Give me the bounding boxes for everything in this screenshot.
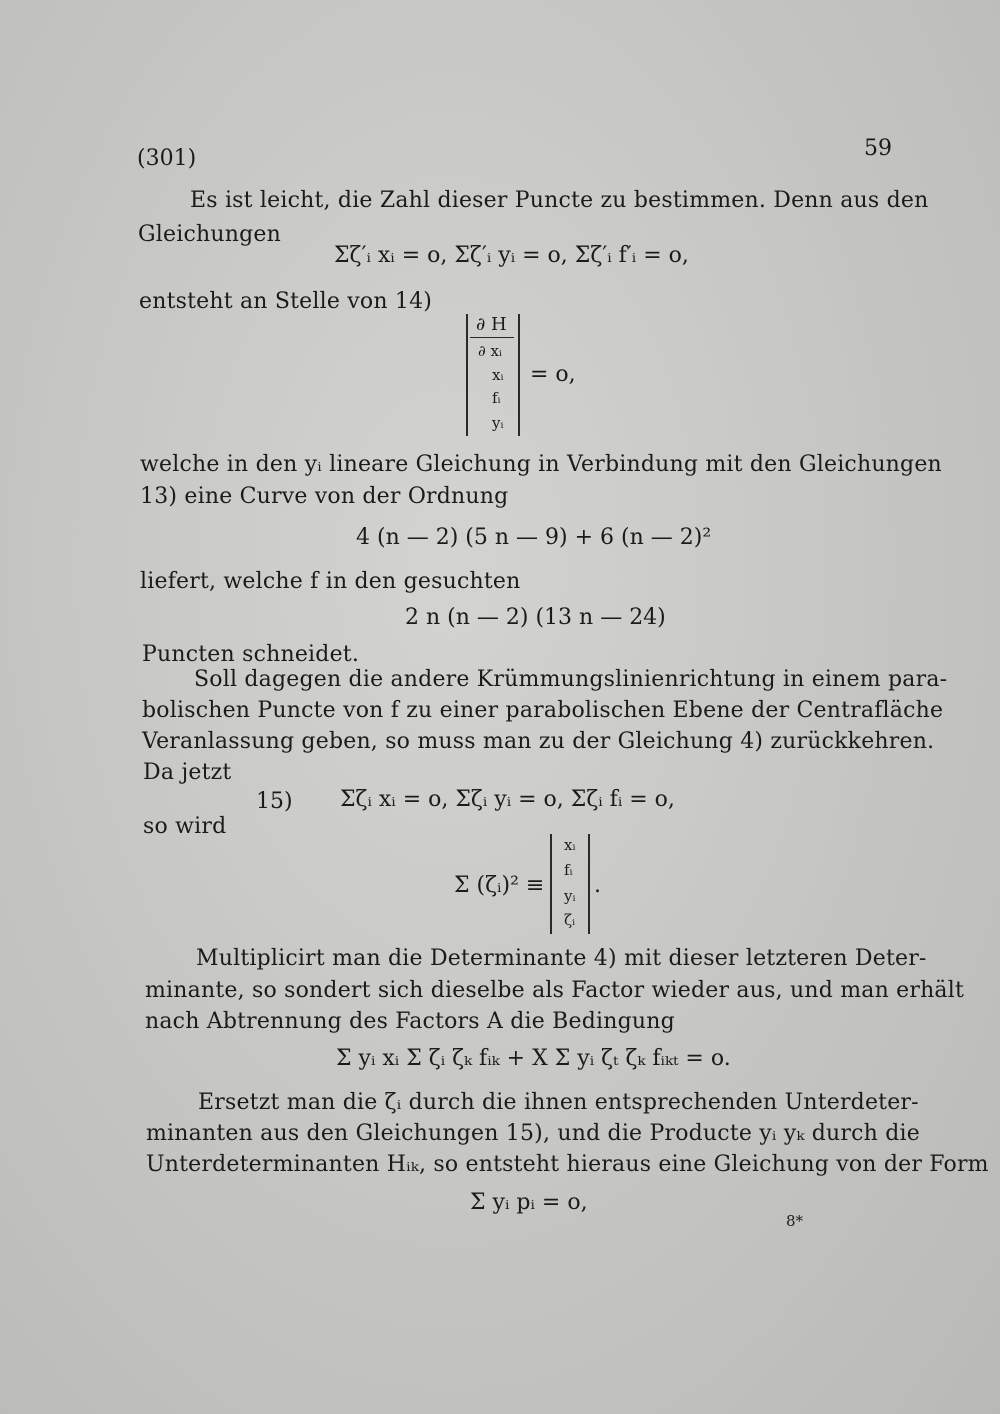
det2-row-2: fᵢ [564, 861, 573, 879]
text-line-13: Multiplicirt man die Determinante 4) mit dieser letzteren Deter- [196, 946, 927, 971]
text-line-17: minanten aus den Gleichungen 15), und die Producte yᵢ yₖ durch die [146, 1121, 920, 1146]
equation-final: Σ yᵢ pᵢ = o, [470, 1190, 588, 1215]
equation-points: 2 n (n — 2) (13 n — 24) [405, 605, 666, 630]
text-line-8: Soll dagegen die andere Krümmungslinienrichtung in einem para- [194, 667, 948, 692]
det1-numerator: ∂ H [476, 314, 507, 335]
det2-row-1: xᵢ [564, 836, 576, 854]
text-line-9: bolischen Puncte von f zu einer parabolischen Ebene der Centrafläche [142, 698, 944, 723]
text-line-6: liefert, welche f in den gesuchten [140, 569, 521, 594]
det1-row-3: yᵢ [492, 414, 504, 432]
det1-row-1: xᵢ [492, 366, 504, 384]
det1-left-bar [466, 314, 468, 436]
text-line-14: minante, so sondert sich dieselbe als Factor wieder aus, und man erhält [145, 978, 965, 1003]
det2-row-3: yᵢ [564, 887, 576, 905]
text-line-12: so wird [143, 814, 227, 839]
text-line-11: Da jetzt [143, 760, 232, 785]
det1-rhs: = o, [530, 362, 576, 387]
equation-condition: Σ yᵢ xᵢ Σ ζᵢ ζₖ fᵢₖ + X Σ yᵢ ζₜ ζₖ fᵢₖₜ = o. [336, 1046, 731, 1071]
page-label: (301) [137, 146, 197, 171]
text-line-5: 13) eine Curve von der Ordnung [140, 484, 509, 509]
text-line-16: Ersetzt man die ζᵢ durch die ihnen entsprechenden Unterdeter- [198, 1090, 919, 1115]
det1-denominator: ∂ xᵢ [478, 342, 503, 360]
det2-lhs: Σ (ζᵢ)² ≡ [454, 873, 545, 898]
det1-row-2: fᵢ [492, 389, 501, 407]
det1-fraction-bar [470, 337, 514, 338]
equation-15-label: 15) [256, 789, 293, 814]
det1-right-bar [518, 314, 520, 436]
det2-row-4: ζᵢ [564, 911, 576, 929]
text-line-7: Puncten schneidet. [142, 642, 360, 667]
text-line-3: entsteht an Stelle von 14) [139, 289, 433, 314]
equation-1: Σζ′ᵢ xᵢ = o, Σζ′ᵢ yᵢ = o, Σζ′ᵢ f′ᵢ = o, [334, 243, 689, 268]
text-line-1: Es ist leicht, die Zahl dieser Puncte zu bestimmen. Denn aus den [190, 188, 929, 213]
equation-15: Σζᵢ xᵢ = o, Σζᵢ yᵢ = o, Σζᵢ fᵢ = o, [340, 787, 675, 812]
text-line-2: Gleichungen [138, 222, 281, 247]
text-line-18: Unterdeterminanten Hᵢₖ, so entsteht hieraus eine Gleichung von der Form [146, 1152, 989, 1177]
page-number: 59 [864, 136, 892, 161]
text-line-4: welche in den yᵢ lineare Gleichung in Verbindung mit den Gleichungen [140, 452, 942, 477]
text-line-15: nach Abtrennung des Factors A die Bedingung [145, 1009, 675, 1034]
det2-left-bar [550, 834, 552, 934]
equation-order: 4 (n — 2) (5 n — 9) + 6 (n — 2)² [356, 525, 712, 550]
text-line-10: Veranlassung geben, so muss man zu der Gleichung 4) zurückkehren. [142, 729, 935, 754]
det2-rhs: . [594, 873, 601, 898]
signature-mark: 8* [786, 1212, 804, 1230]
det2-right-bar [588, 834, 590, 934]
